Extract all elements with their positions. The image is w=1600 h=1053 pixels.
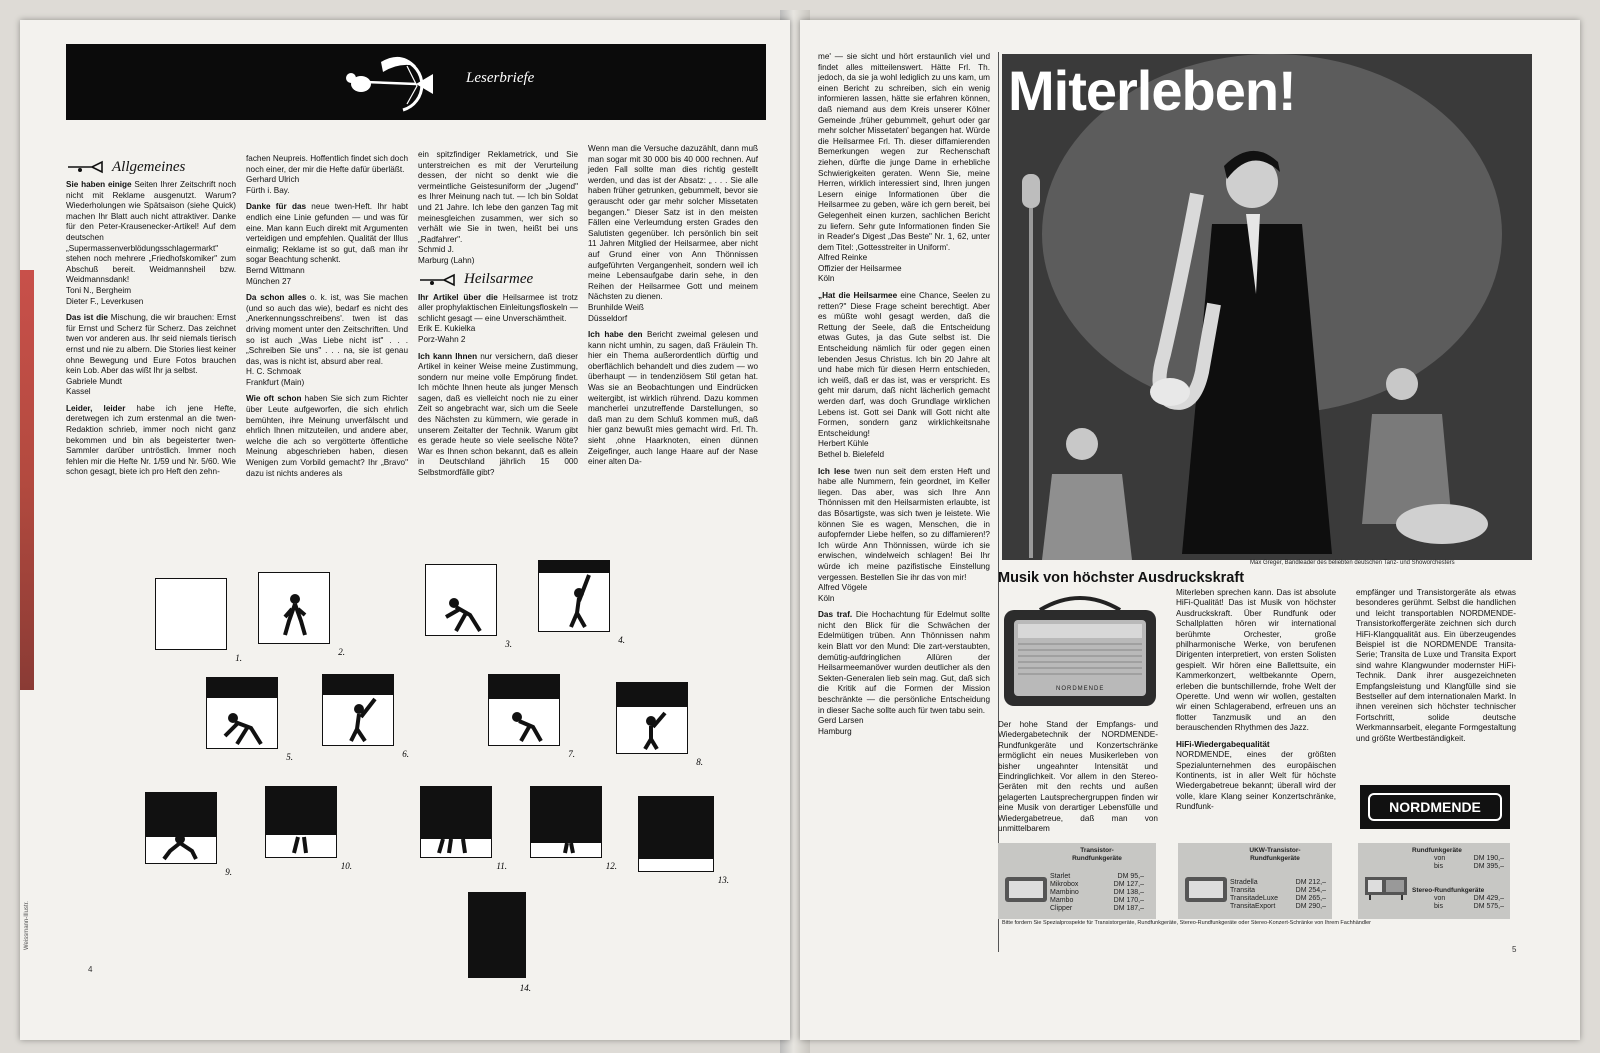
- painter-figure-icon: [207, 678, 277, 748]
- cartoon-frame: 8.: [616, 682, 688, 754]
- ad-footnote: Bitte fordern Sie Spezialprospekte für Transistorgeräte, Rundfunkgeräte, Stereo-Rundfunkgeräte oder Stereo-Konzert-Schränke von Ihrem Fachhändler: [1002, 920, 1372, 926]
- ad-text-column-3: empfänger und Transistorgeräte als etwas besonderes gerühmt. Selbst die handlichen und leicht transportablen NORDMENDE-Transistorkoffergeräte zeichnen sich durch HiFi-Klangqualität aus. Ein überzeugendes Beispiel ist die NORDMENDE Transita-Serie; Transita de Luxe und Transita Export sind wahre Klangwunder modernster HiFi-Technik. Dank ihrer ausgezeichneten Empfangsleistung und Klangfülle sind sie Bestseller auf dem internationalen Markt. In ihnen vereinen sich höchster technischer Fortschritt, solide deutsche Werkmannsarbeit, elegante Formgestaltung und größte Wertbeständigkeit.: [1356, 588, 1516, 743]
- price-list: [1230, 879, 1326, 911]
- price-box-title: Transistor- Rundfunkgeräte: [1072, 847, 1122, 862]
- letter-lead: Sie haben einige: [66, 180, 132, 189]
- painter-figure-icon: [426, 565, 496, 635]
- price-box-title: Rundfunkgeräte: [1412, 847, 1462, 854]
- vertical-credit: Weissmann-Illustr.: [24, 901, 30, 950]
- price-row: von DM 190,–: [1434, 855, 1504, 862]
- letter-signature: Schmid J.: [418, 245, 454, 255]
- painter-figure-icon: [146, 793, 216, 863]
- letter-signature: Dieter F., Leverkusen: [66, 296, 144, 306]
- price-list: [1050, 873, 1144, 913]
- painter-figure-icon: [266, 787, 336, 857]
- page-number-left: 4: [88, 965, 93, 974]
- price-row: Clipper DM 187,–: [1050, 905, 1144, 912]
- letter-signature: Offizier der Heilsarmee: [818, 263, 902, 273]
- letter-signature: Gerhard Ulrich: [246, 175, 300, 185]
- banner-title: Leserbriefe: [466, 70, 535, 86]
- letter-text: fachen Neupreis. Hoffentlich findet sich doch noch einer, der mir die Hefte dafür überläßt.: [246, 154, 408, 174]
- letters-column-5: [818, 52, 990, 743]
- price-row: Mambino DM 138,–: [1050, 889, 1144, 896]
- letter-signature: Herbert Kühle: [818, 439, 869, 449]
- radio-icon: [1004, 873, 1048, 903]
- letters-column-1: [66, 160, 236, 484]
- saxophonist-photo: [1002, 54, 1532, 560]
- painter-figure-icon: [617, 683, 687, 753]
- letter-signature: Erik E. Kukielka: [418, 324, 476, 334]
- letters-column-3: [418, 150, 578, 485]
- ad-text-column-1: Der hohe Stand der Empfangs- und Wiedergabetechnik der NORDMENDE-Rundfunkgeräte und Konzertschränke ermöglicht ein neues Musikerleben von bisher ungeahnter Intensität und Eindringlichkeit. Vor allem in den Stereo-Geräten mit den rechts und außen gelagerten Lautsprechergruppen finden wir eine Musik von derartiger Lebensfülle und Wiedergabetreue, daß man von unmittelbarem: [998, 720, 1158, 834]
- price-box-transistor: [998, 843, 1156, 919]
- photo-caption: Max Greger, Bandleader des beliebten deutschen Tanz- und Showorchesters: [1250, 560, 1455, 566]
- letter-signature: H. C. Schmoak: [246, 367, 302, 377]
- letter-lead: Das ist die: [66, 313, 108, 323]
- letter-text: me' — sie sicht und hört erstaunlich viel und findet alles mitteilenswert. Hätte Frl. Th. jedoch, da sie ja wohl lediglich zu uns kam, um einen Bericht zu schreiben, sich ein wenig informieren lassen, hätte sie erfahren können, daß niemand aus dem Kreis unserer Kölner Gemeinde ‚früher gebummelt, gehurt oder gar mehr solcher Missetaten' begangen hat. Würde die Heilsarmee Frl. Th. dieser diffamierenden Bemerkungen wegen zur Rechenschaft ziehen, dürfte die junge Dame in erhebliche Schwierigkeiten geraten. Wenn Sie, meine Herren, wirklich interessiert sind, Ihren jungen Lesern einige Informationen über die Heilsarmee zu geben, wäre ich gern bereit, bei Gelegenheit einen kurzen, sachlichen Bericht zu liefern. Sehr gute Informationen finden Sie in Reader's Digest „Das Beste" Nr. 1, 62, unter dem Titel: ‚Gottesstreiter in Uniform'.: [818, 52, 990, 252]
- price-row: TransitaExport DM 290,–: [1230, 903, 1326, 910]
- painter-figure-icon: [489, 675, 559, 745]
- price-list: [1434, 855, 1504, 871]
- letter-signature: Bernd Wittmann: [246, 265, 305, 275]
- letter-text: twen nun seit dem ersten Heft und habe alle Nummern, fein geordnet, im Keller liegen. Das aber, was sich Ihre Ann Thönnissen mit den Heilsarmisten erlaubte, ist das Bösartigste, was sich twen je leistete. Wie können Sie es wagen, Menschen, die in aufopfernder Liebe helfen, so zu diffamieren!? Ich würde Ann Thönnissen, würde ich sie erwischen, windelweich schlagen! Bei Ihr würde ich meine pazifistische Einstellung vergessen. Bestellen Sie ihr das von mir!: [818, 466, 990, 582]
- letter-lead: „Hat die Heilsarmee: [818, 291, 898, 301]
- painter-figure-icon: [539, 561, 609, 631]
- letter-signature: Gabriele Mundt: [66, 376, 122, 386]
- letter-lead: Ich habe den: [588, 330, 643, 340]
- cartoon-frame: 10.: [265, 786, 337, 858]
- price-list: [1434, 895, 1504, 911]
- ad-headline: Miterleben!: [1008, 59, 1296, 122]
- left-page: [20, 20, 790, 1040]
- ad-paragraph-title: HiFi-Wiedergabequalität: [1176, 739, 1270, 749]
- letter-text: habe ich jene Hefte, deretwegen ich zum erstenmal an die twen-Redaktion schrieb, immer noch nicht ganz bekommen und bin als begeisterter twen-Sammler darüber untröstlich. Immer noch fehlen mir die Hefte Nr. 1/59 und Nr. 5/60. Wie schon gesagt, biete ich pro Heft den zehn-: [66, 403, 236, 477]
- price-row: Stradella DM 212,–: [1230, 879, 1326, 886]
- letter-lead: Wie oft schon: [246, 394, 302, 404]
- price-row: bis DM 395,–: [1434, 863, 1504, 870]
- cartoon-frame: 3.: [425, 564, 497, 636]
- ad-paragraph: NORDMENDE, eines der größten Spezialunternehmen des europäischen Kontinents, ist in aller Welt für höchste Wiedergabetreue bekannt; überall wird der volle, klare Klang seiner Konzertschränke, Rundfunk-: [1176, 750, 1336, 812]
- letter-signature: Toni N., Bergheim: [66, 285, 132, 295]
- letter-lead: Das traf.: [818, 610, 853, 620]
- letter-text: Seiten Ihrer Zeitschrift noch nicht mit Reklame ausgenutzt. Warum? Wiederholungen wie Spätsaison (siehe Quick) machen Ihr Blatt auch nicht attraktiver. Danke für den Peter-Krausenecker-Artikel! Auf dem deutschen „Supermassenverblödungsschlagermarkt" stehen noch mehrere „Friedhofskomiker" zum Abschuß bereit. Weidmannsheil bzw. Weidmannsdank!: [66, 180, 236, 285]
- letter-signature: Köln: [818, 274, 835, 284]
- cartoon-frame: 7.: [488, 674, 560, 746]
- section-heading-allgemeines: [66, 160, 236, 174]
- leserbriefe-banner: [66, 44, 766, 120]
- section-heading-heilsarmee: [418, 273, 578, 287]
- trumpet-icon: [66, 160, 106, 174]
- price-box-title: Stereo-Rundfunkgeräte: [1412, 887, 1485, 894]
- letter-text: neue twen-Heft. Ihr habt endlich eine Linie gefunden — und was für eine. Man kann Euch direkt mit Argumenten verteidigen und empfehlen. Qualität der Illus einmalig; Reklame ist so gut, daß man ihr sogar Beachtung schenkt.: [246, 202, 408, 265]
- letters-column-4: [588, 144, 758, 474]
- cartoon-frame: 2.: [258, 572, 330, 644]
- letter-text: Wenn man die Versuche dazuzählt, dann muß man sogar mit 30 000 bis 40 000 rechnen. Auf jeden Fall sollte man dies richtig gestellt werden, und das ist der Absatz: „ . . . Sie alle haben früher getrunken, gebummelt, bevor sie gerauscht oder gar mehr solcher Missetaten begangen." Dieser Satz ist in den meisten Fällen eine Verleumdung ersten Grades den Salutisten gegenüber. Ich persönlich bin seit 11 Jahren Mitglied der Heilsarmee, aber nicht auf Grund einer von Ann Thönnissen aufgeführten Vergangenheit, sondern weil ich meine Lebensaufgabe darin sehe, in den Reihen der Heilsarmee Gott und meinem Nächsten zu dienen.: [588, 144, 758, 302]
- letter-text: Heilsarmee ist trotz aller prophylaktischen Einleitungsfloskeln — schlicht gesagt — eine Unverschämtheit.: [418, 292, 578, 323]
- letter-lead: Da schon alles: [246, 293, 307, 303]
- section-title: Heilsarmee: [464, 271, 534, 288]
- cartoon-frame: 14.: [468, 892, 526, 978]
- letter-signature: Bethel b. Bielefeld: [818, 449, 884, 459]
- letter-signature: Alfred Reinke: [818, 253, 868, 263]
- stereo-cabinet-icon: [1364, 871, 1408, 901]
- radio-icon: [1000, 592, 1160, 710]
- price-row: Mambo DM 170,–: [1050, 897, 1144, 904]
- letter-lead: Ich kann Ihnen: [418, 351, 478, 361]
- letter-lead: Ich lese: [818, 466, 850, 476]
- cartoon-frame: 1.: [155, 578, 227, 650]
- painter-figure-icon: [323, 675, 393, 745]
- section-title: Allgemeines: [112, 158, 186, 175]
- letter-text: eine Chance, Seelen zu retten?" Diese Frage scheint berechtigt. Aber es müßte wohl gesagt werden, daß die Rettung der Seele, daß die Entscheidung etwas Gutes, ja das Gute selbst ist. Die Entscheidung nämlich für oder gegen einen lebenden Jesus Christus. Ich bin 20 Jahre alt und habe mich für diesen Herrn entschieden, ich weiß, daß er das ist, was er verspricht. Es geht mir darum, daß nicht lächerlich gemacht werden darf, was doch Grundlage wirklichen Lebens ist. Gott sei Dank will Gott nicht alte Formen, sondern ganz wirklichkeitsnahe Entscheidung!: [818, 291, 990, 438]
- letter-signature: Düsseldorf: [588, 313, 628, 323]
- letter-lead: Leider, leider: [66, 403, 126, 413]
- price-row: bis DM 575,–: [1434, 903, 1504, 910]
- letter-lead: Ihr Artikel über die: [418, 292, 498, 302]
- cartoon-frame: 6.: [322, 674, 394, 746]
- letter-text: Mischung, die wir brauchen: Ernst für Ernst und Scherz für Scherz. Das zeichnet twen vor anderen aus. Ihr seid niemals tierisch ernst und nie zu albern. Die Stories liest keiner ohne Bewegung und Eure Fotos brauchen kein Lob. Aber das wißt Ihr ja selbst.: [66, 313, 236, 376]
- letter-signature: München 27: [246, 276, 292, 286]
- letter-text: haben Sie sich zum Richter über Leute aufgeworfen, die sich ehrlich bemühten, ihre Meinung unverfälscht und ehrlich Ihnen mitzuteilen, und andere aber, welche die ach so vergötterte öffentliche Meinung abgeschrieben haben, diesen Wenigen zum Vorbild gemacht? Ihr „Bravo" dazu ist nichts anderes als: [246, 394, 408, 478]
- letter-text: Die Hochachtung für Edelmut sollte nicht den Blick für die Schwächen der Edelmütigen trüben. Ann Thönnissen nahm kein Blatt vor den Mund: Die zart-verstaubten, demütig-aufdringlichen Allüren der Heilsarmeemanöver wurden deutlicher als den Sekten-Generalen lieb sein mag. Gut, daß sich die Kritik auf die Formen der Mission beschränkte — die persönliche Entscheidung in dieser Sache sollte auch für twen tabu sein.: [818, 610, 990, 715]
- radio-icon: [1184, 873, 1228, 903]
- letter-text: Bericht zweimal gelesen und kann nicht umhin, zu sagen, daß Fräulein Th. hier ein Thema außerordentlich dürftig und oberflächlich behandelt und dies zudem — wo überhaupt — in tendenziösem Stil getan hat. Was sie an Beobachtungen und Eindrücken weitergibt, ist wirklich rührend. Dazu kommen mancherlei unzutreffende Darstellungen, so daß man zu dem Schluß kommen muß, daß hier ganz bewußt mies gemacht wird. Frl. Th. sieht ‚ohne Haarknoten, einen dünnen Zeigefinger, auch lange Haare auf der Nase einer alten Da-: [588, 330, 758, 467]
- letter-signature: Porz-Wahn 2: [418, 334, 466, 344]
- ad-paragraph: Miterleben sprechen kann. Das ist absolute HiFi-Qualität! Das ist Musik von höchster Ausdruckskraft. Über Rundfunk oder Schallplatten hören wir international berühmte Orchester, große philharmonische Werke, von berufenen Dirigenten interpretiert, von ersten Solisten gespielt. Wir hören eine Ballettsuite, ein Kammerkonzert, weltbekannte Opern, erleben die buntschillernde, frohe Welt der Operette. Und wenn wir wollen, gestalten wir einen Schlagerabend, erfreuen uns an flotter Tanzmusik und an den berauschenden Rhythmen des Jazz.: [1176, 588, 1336, 733]
- transistor-radio-image: [1000, 592, 1160, 710]
- painter-figure-icon: [531, 787, 601, 857]
- letter-text: o. k. ist, was Sie machen (und so auch das wie), bedarf es nicht des ‚Anerkennungsschreibens'. twen ist das driving moment unter den Zeitschriften. Und so ist auch „Was Liebe nicht ist" . . . „Schreiben Sie uns" . . . na, sie ist genau das, was is nicht ist, absurd aber real.: [246, 293, 408, 366]
- cartoon-frame: 13.: [638, 796, 714, 872]
- price-row: Mikrobox DM 127,–: [1050, 881, 1144, 888]
- letter-signature: Alfred Vögele: [818, 583, 868, 593]
- trumpet-icon: [418, 273, 458, 287]
- letter-signature: Kassel: [66, 387, 91, 397]
- letters-column-2: [246, 154, 408, 485]
- painter-figure-icon: [421, 787, 491, 857]
- letter-text: nur versichern, daß dieser Artikel in keiner Weise meine Zustimmung, sondern nur meine volle Empörung findet. Ich möchte Ihnen heute als junger Mensch sagen, daß es vielleicht noch nie zu einer Zeit so angebracht war, sich um die Seele des Nächsten zu kümmern, wie gerade in unserem Zeitalter der Technik. Warum gibt es gerade heute so viele seelische Nöte? War es Ihnen schon bekannt, daß es allein in Deutschland jährlich 15 000 Selbstmordfälle gibt?: [418, 351, 578, 478]
- painter-figure-icon: [259, 573, 329, 643]
- letter-signature: Marburg (Lahn): [418, 255, 475, 265]
- cartoon-frame: 9.: [145, 792, 217, 864]
- price-row: TransitadeLuxe DM 265,–: [1230, 895, 1326, 902]
- letter-signature: Fürth i. Bay.: [246, 185, 290, 195]
- cartoon-frame: 12.: [530, 786, 602, 858]
- ad-subheadline: Musik von höchster Ausdruckskraft: [998, 570, 1245, 586]
- ad-text-column-2: [1176, 588, 1336, 819]
- cartoon-frame: 11.: [420, 786, 492, 858]
- logo-text: NORDMENDE: [1368, 793, 1502, 821]
- price-box-ukw: [1178, 843, 1332, 919]
- letter-signature: Brunhilde Weiß: [588, 302, 644, 312]
- nordmende-logo: [1360, 785, 1510, 829]
- letter-signature: Hamburg: [818, 726, 852, 736]
- price-row: Starlet DM 95,–: [1050, 873, 1144, 880]
- red-page-edge: [20, 270, 34, 690]
- band-photo-illustration: [1002, 54, 1532, 560]
- price-row: Transita DM 254,–: [1230, 887, 1326, 894]
- letter-signature: Frankfurt (Main): [246, 377, 305, 387]
- cartoon-frame: 5.: [206, 677, 278, 749]
- price-row: von DM 429,–: [1434, 895, 1504, 902]
- page-number-right: 5: [1512, 945, 1517, 954]
- radio-brand-label: NORDMENDE: [1056, 686, 1105, 692]
- price-box-stereo: [1358, 843, 1510, 919]
- letter-signature: Gerd Larsen: [818, 716, 864, 726]
- price-box-title: UKW-Transistor- Rundfunkgeräte: [1249, 847, 1301, 862]
- letter-signature: Köln: [818, 593, 835, 603]
- cherub-trumpet-icon: [321, 52, 461, 116]
- cartoon-frame: 4.: [538, 560, 610, 632]
- letter-lead: Danke für das: [246, 202, 307, 212]
- letter-text: ein spitzfindiger Reklametrick, und Sie unterstreichen es mit der Verurteilung dessen, der nicht so denkt wie die vermeintliche Geistesuniform der „Jugend" es Ihrer Meinung nach tut. — Ich bin Soldat und 21 Jahre. Ich lebe den ganzen Tag mit meinesgleichen zusammen, wer sich so verhält wie Sie in twen, heißt bei uns „Radfahrer".: [418, 150, 578, 244]
